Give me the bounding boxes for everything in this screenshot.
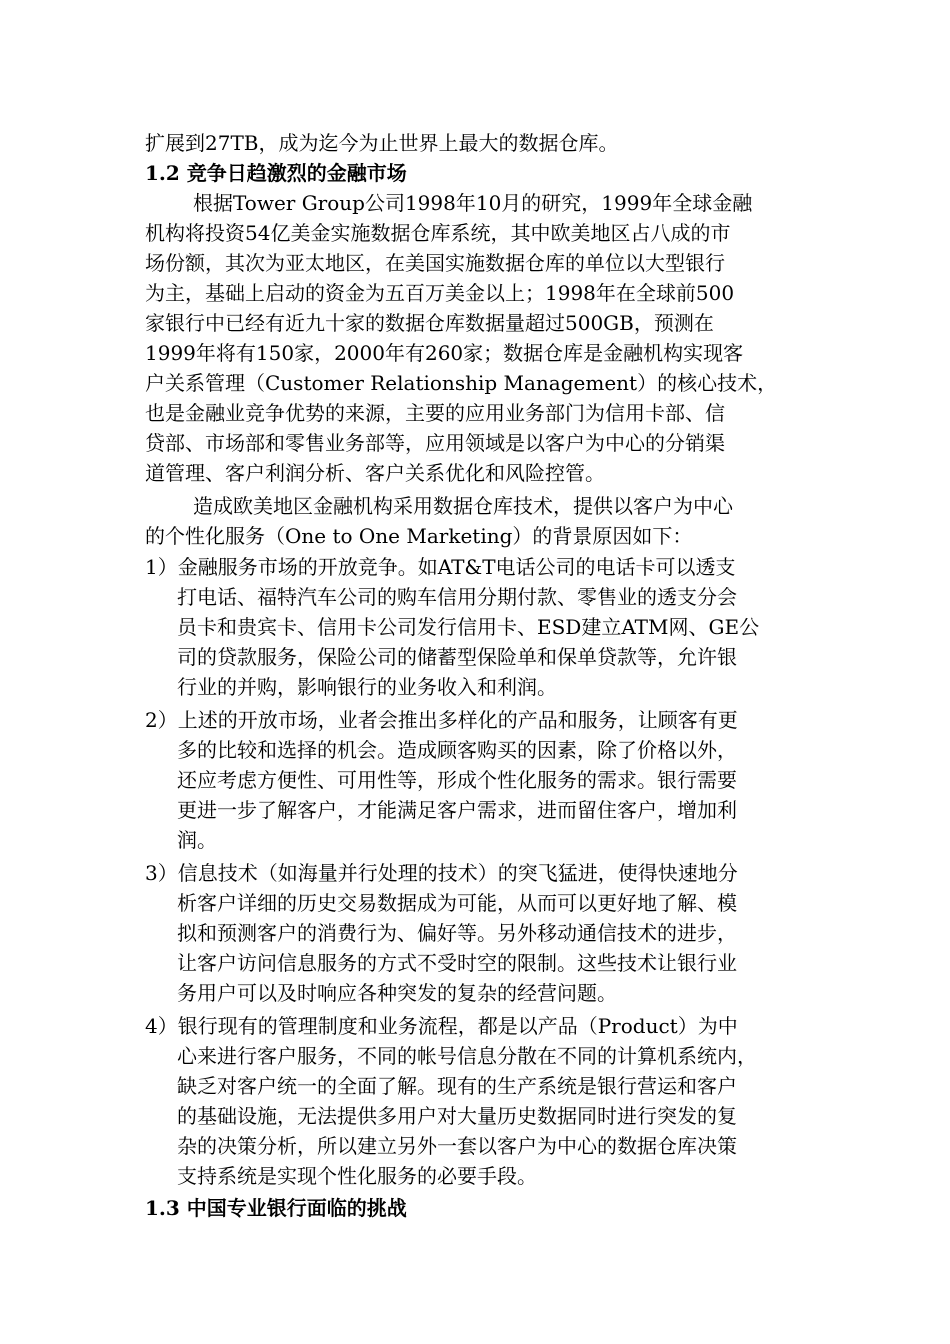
paragraph-line: 户关系管理（Customer Relationship Management）的核心技术， [145,371,778,395]
list-item-3-line: 务用户可以及时响应各种突发的复杂的经营问题。 [177,981,617,1005]
paragraph-line: 根据Tower Group公司1998年10月的研究，1999年全球金融 [193,191,753,215]
paragraph-line: 的个性化服务（One to One Marketing）的背景原因如下： [145,524,693,548]
list-item-2-line: 多的比较和选择的机会。造成顾客购买的因素，除了价格以外， [177,738,737,762]
paragraph-line: 家银行中已经有近九十家的数据仓库数据量超过500GB，预测在 [145,311,714,335]
paragraph-line: 道管理、客户利润分析、客户关系优化和风险控管。 [145,461,605,485]
list-item-3-line: 拟和预测客户的消费行为、偏好等。另外移动通信技术的进步， [177,921,737,945]
section-heading-1-3: 1.3 中国专业银行面临的挑战 [145,1196,407,1220]
list-item-2: 2）上述的开放市场，业者会推出多样化的产品和服务，让顾客有更 [145,708,738,732]
paragraph-line: 1999年将有150家，2000年有260家；数据仓库是金融机构实现客 [145,341,744,365]
paragraph-line: 也是金融业竞争优势的来源，主要的应用业务部门为信用卡部、信 [145,401,725,425]
list-item-1-line: 行业的并购，影响银行的业务收入和利润。 [177,675,557,699]
paragraph-line: 场份额，其次为亚太地区，在美国实施数据仓库的单位以大型银行 [145,251,725,275]
list-item-2-line: 还应考虑方便性、可用性等，形成个性化服务的需求。银行需要 [177,768,737,792]
list-item-1-line: 打电话、福特汽车公司的购车信用分期付款、零售业的透支分会 [177,585,737,609]
list-item-1-line: 司的贷款服务，保险公司的储蓄型保险单和保单贷款等，允许银 [177,645,737,669]
list-item-3-line: 析客户详细的历史交易数据成为可能，从而可以更好地了解、模 [177,891,737,915]
list-item-1-line: 员卡和贵宾卡、信用卡公司发行信用卡、ESD建立ATM网、GE公 [177,615,760,639]
list-item-4-line: 缺乏对客户统一的全面了解。现有的生产系统是银行营运和客户 [177,1074,737,1098]
paragraph-continuation: 扩展到27TB，成为迄今为止世界上最大的数据仓库。 [145,131,619,155]
paragraph-line: 为主，基础上启动的资金为五百万美金以上；1998年在全球前500 [145,281,735,305]
list-item-4: 4）银行现有的管理制度和业务流程，都是以产品（Product）为中 [145,1014,738,1038]
list-item-4-line: 支持系统是实现个性化服务的必要手段。 [177,1164,537,1188]
paragraph-line: 贷部、市场部和零售业务部等，应用领域是以客户为中心的分销渠 [145,431,725,455]
list-item-2-line: 润。 [177,828,217,852]
list-item-4-line: 的基础设施，无法提供多用户对大量历史数据同时进行突发的复 [177,1104,737,1128]
list-item-3: 3）信息技术（如海量并行处理的技术）的突飞猛进，使得快速地分 [145,861,738,885]
list-item-2-line: 更进一步了解客户，才能满足客户需求，进而留住客户，增加利 [177,798,737,822]
list-item-3-line: 让客户访问信息服务的方式不受时空的限制。这些技术让银行业 [177,951,737,975]
section-heading-1-2: 1.2 竞争日趋激烈的金融市场 [145,161,407,185]
paragraph-line: 机构将投资54亿美金实施数据仓库系统，其中欧美地区占八成的市 [145,221,731,245]
paragraph-line: 造成欧美地区金融机构采用数据仓库技术，提供以客户为中心 [193,494,733,518]
list-item-4-line: 心来进行客户服务，不同的帐号信息分散在不同的计算机系统内， [177,1044,757,1068]
list-item-4-line: 杂的决策分析，所以建立另外一套以客户为中心的数据仓库决策 [177,1134,737,1158]
list-item-1: 1）金融服务市场的开放竞争。如AT&T电话公司的电话卡可以透支 [145,555,736,579]
